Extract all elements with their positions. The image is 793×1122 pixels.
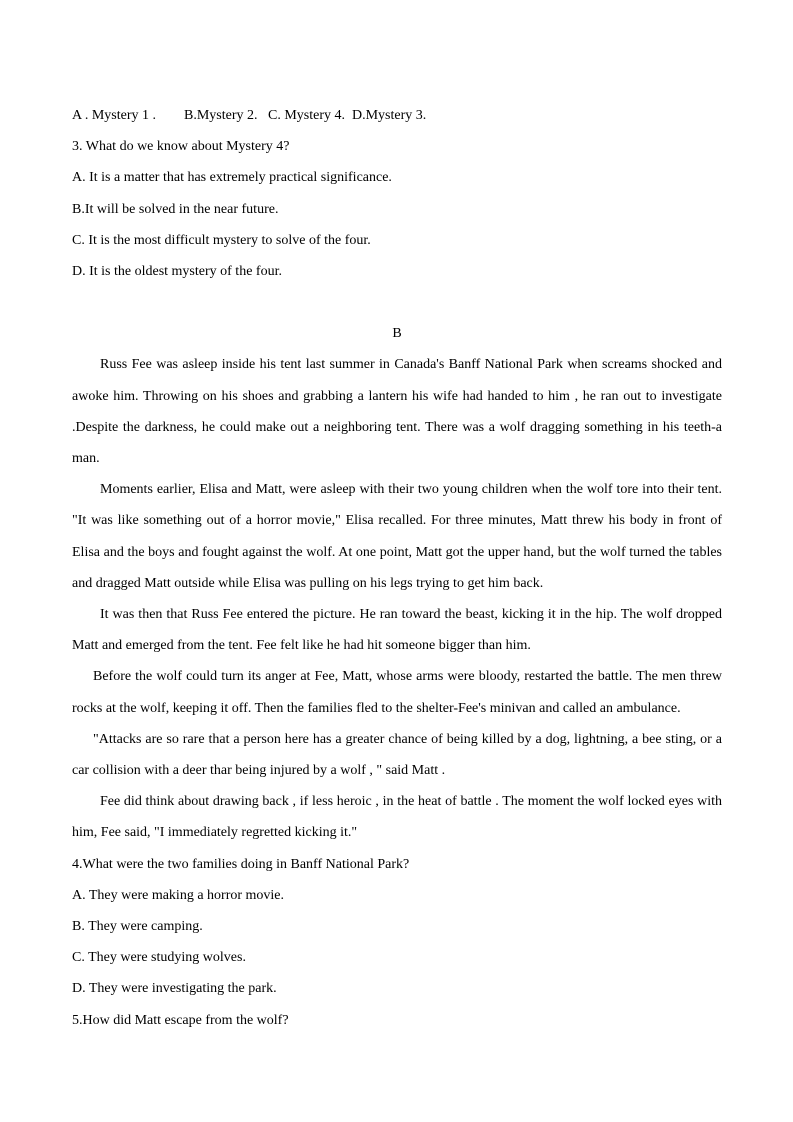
option-b: B.Mystery 2. xyxy=(184,108,258,123)
question-3-stem: 3. What do we know about Mystery 4? xyxy=(72,139,290,155)
passage-paragraph: Russ Fee was asleep inside his tent last summer in Canada's Banff National Park when screams shocked and awoke him. Throwing on his shoes and grabbing a lantern his wife had handed to him , he ran out to investigate .Despite the darkness, he could make out a neighboring tent. There was a wolf dragging something in his teeth-a man. xyxy=(72,357,722,466)
question-4-option-d: D. They were investigating the park. xyxy=(72,981,277,997)
question-4-option-a: A. They were making a horror movie. xyxy=(72,887,285,903)
passage-paragraph: Moments earlier, Elisa and Matt, were asleep with their two young children when the wolf tore into their tent. "It was like something out of a horror movie," Elisa recalled. For three minutes, Matt threw his body in front of Elisa and the boys and fought against the wolf. At one point, Matt got the upper hand, but the wolf turned the tables and dragged Matt outside while Elisa was pulling on his legs trying to get him back. xyxy=(72,482,722,591)
question-5-stem: 5.How did Matt escape from the wolf? xyxy=(72,1012,289,1028)
passage-paragraph: "Attacks are so rare that a person here has a greater chance of being killed by a dog, lightning, a bee sting, or a car collision with a deer thar being injured by a wolf , " said Matt . xyxy=(72,731,722,778)
question-3-option-c: C. It is the most difficult mystery to solve of the four. xyxy=(72,232,371,248)
question-3-option-b: B.It will be solved in the near future. xyxy=(72,201,279,217)
option-a: A . Mystery 1 . xyxy=(72,108,156,123)
section-heading: B xyxy=(392,326,402,342)
option-d: D.Mystery 3. xyxy=(352,108,427,123)
question-4-stem: 4.What were the two families doing in Banff National Park? xyxy=(72,856,410,872)
question-4-option-c: C. They were studying wolves. xyxy=(72,950,246,966)
passage-paragraph: Before the wolf could turn its anger at Fee, Matt, whose arms were bloody, restarted the battle. The men threw rocks at the wolf, keeping it off. Then the families fled to the shelter-Fee's minivan and called an ambulance. xyxy=(72,669,722,716)
document-page xyxy=(72,100,722,1036)
question-4-option-b: B. They were camping. xyxy=(72,918,203,934)
question-3-option-a: A. It is a matter that has extremely practical significance. xyxy=(72,170,392,186)
option-c: C. Mystery 4. xyxy=(268,108,345,123)
question-2-options xyxy=(72,100,722,131)
passage-paragraph: It was then that Russ Fee entered the picture. He ran toward the beast, kicking it in the hip. The wolf dropped Matt and emerged from the tent. Fee felt like he had hit someone bigger than him. xyxy=(72,606,722,654)
question-3-option-d: D. It is the oldest mystery of the four. xyxy=(72,263,282,279)
passage-paragraph: Fee did think about drawing back , if less heroic , in the heat of battle . The moment the wolf locked eyes with him, Fee said, "I immediately regretted kicking it." xyxy=(72,794,722,841)
